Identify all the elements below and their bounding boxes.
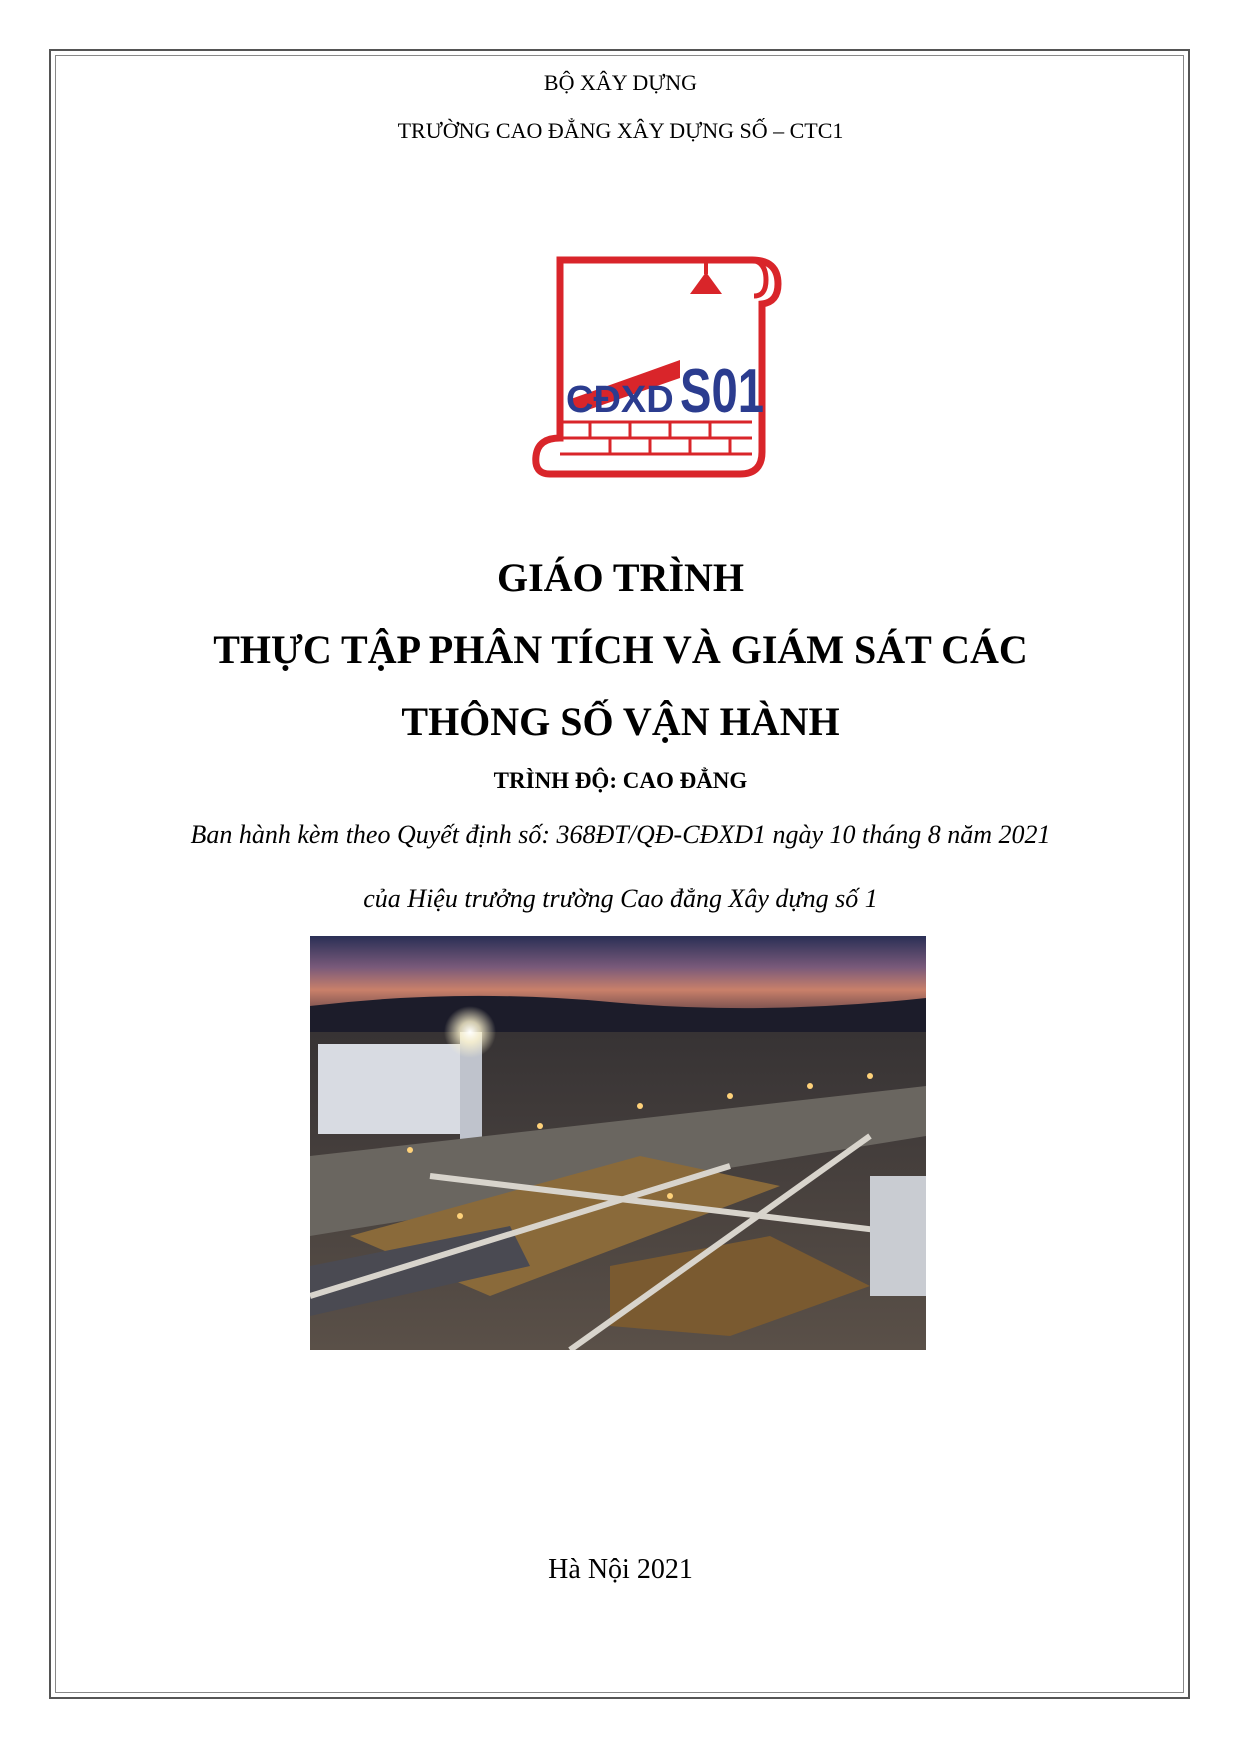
training-level: TRÌNH ĐỘ: CAO ĐẲNG [493,768,748,793]
cover-photo-treatment-plant [310,936,926,1350]
logo-text-cdxd: CĐXD [566,379,674,421]
logo-text-s01: S01 [680,357,764,426]
ministry-name: BỘ XÂY DỰNG [543,70,698,95]
subject-title-line-1: THỰC TẬP PHÂN TÍCH VÀ GIÁM SÁT CÁC [213,627,1028,672]
subject-title-line-2: THÔNG SỐ VẬN HÀNH [401,699,840,744]
issuer-line: của Hiệu trưởng trường Cao đẳng Xây dựng số 1 [363,884,878,913]
decree-reference: Ban hành kèm theo Quyết định số: 368ĐT/QĐ-CĐXD1 ngày 10 tháng 8 năm 2021 [190,820,1051,849]
document-title: GIÁO TRÌNH [496,555,745,600]
place-and-year: Hà Nội 2021 [548,1554,693,1585]
school-logo [530,252,790,482]
school-name: TRƯỜNG CAO ĐẲNG XÂY DỰNG SỐ – CTC1 [397,118,844,143]
